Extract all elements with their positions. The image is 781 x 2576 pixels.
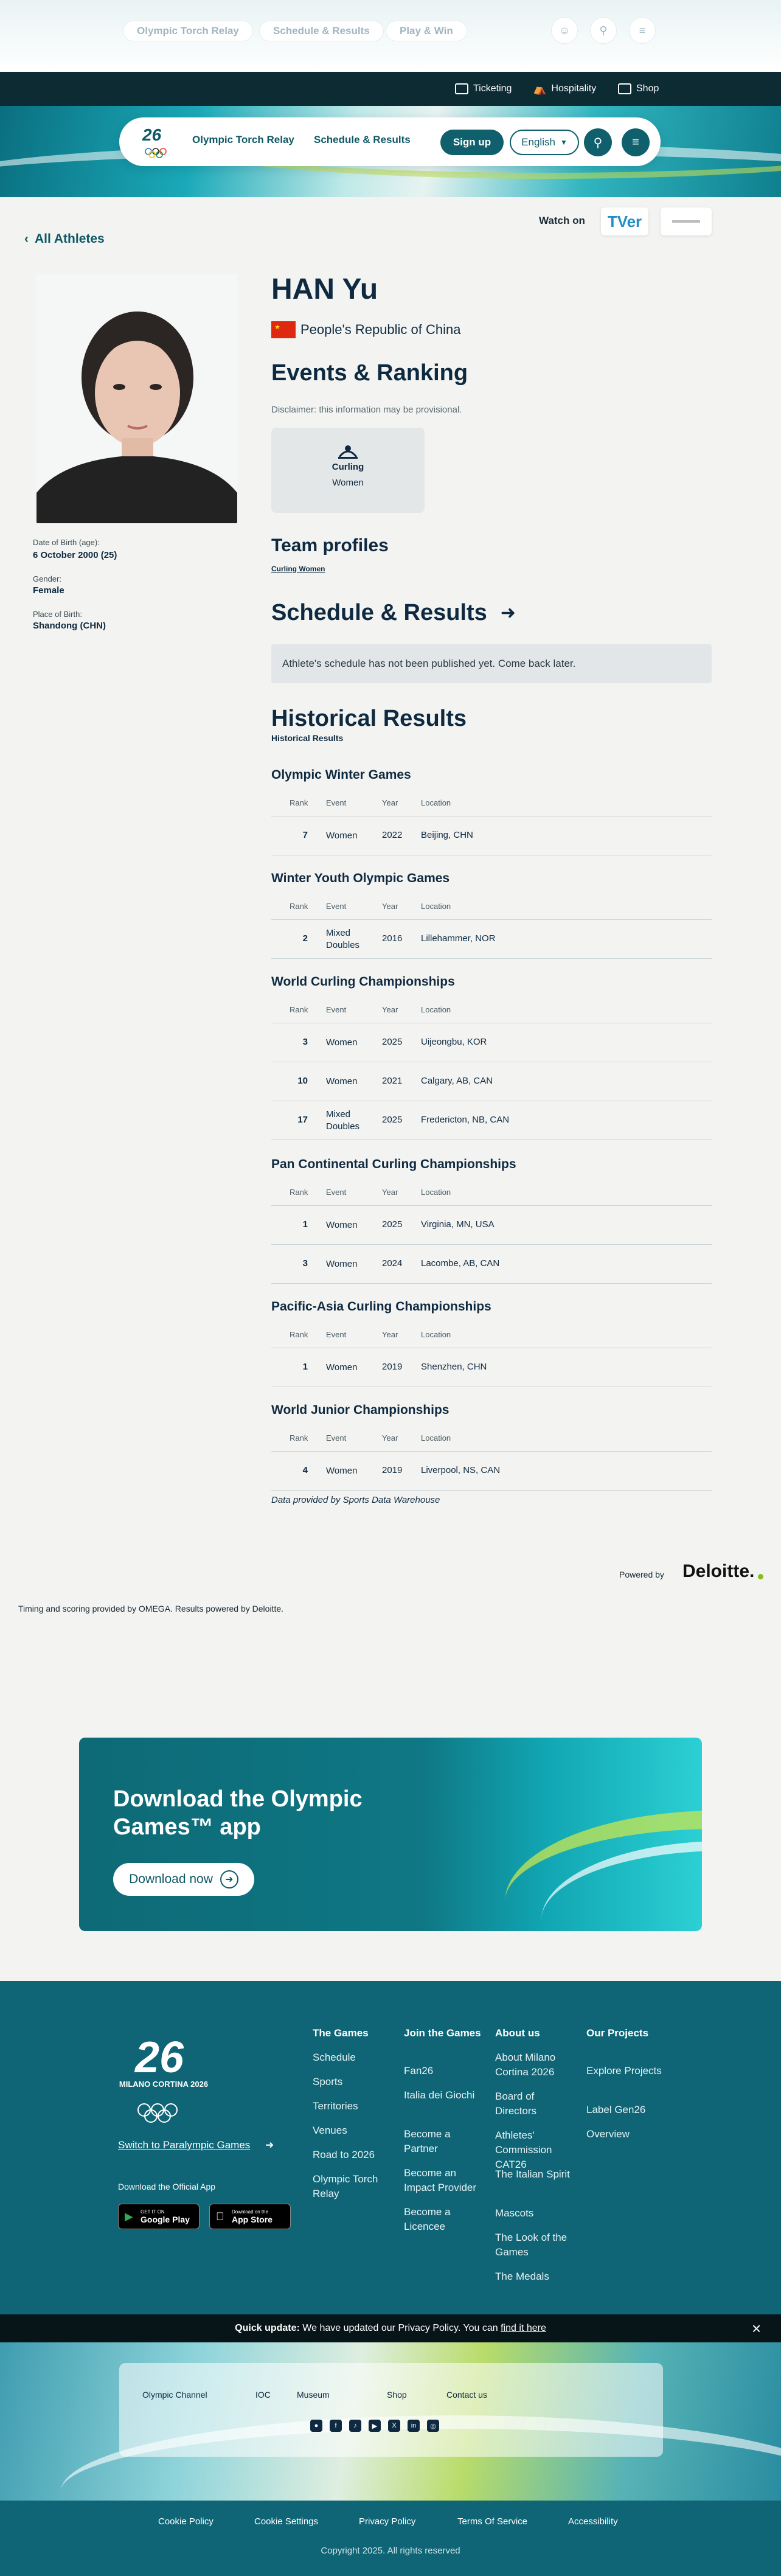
header-event: Event: [326, 902, 347, 911]
app-download-banner: [79, 1738, 702, 1931]
broadcaster-logo[interactable]: [661, 207, 712, 235]
nav-schedule-results[interactable]: Schedule & Results: [314, 134, 411, 145]
year-cell: 2021: [382, 1076, 403, 1086]
table-row[interactable]: [271, 1062, 712, 1101]
app-store-label: App Store: [232, 2214, 272, 2224]
header-year: Year: [382, 1433, 398, 1443]
svg-text:26: 26: [142, 125, 162, 144]
event-cell: Women: [326, 1466, 358, 1476]
header-rank: Rank: [290, 1330, 308, 1339]
footer-link[interactable]: Territories: [313, 2100, 358, 2112]
ghost-search-icon[interactable]: ⚲: [590, 17, 617, 44]
athlete-photo: [36, 274, 237, 523]
partner-links-card: [119, 2363, 663, 2457]
location-cell: Beijing, CHN: [421, 830, 473, 840]
event-cell: Women: [326, 1362, 358, 1373]
event-cell: Women: [326, 1259, 358, 1269]
event-cell: Mixed Doubles: [326, 928, 360, 950]
tver-label: TVer: [607, 212, 642, 231]
gender-label: Gender:: [33, 574, 61, 583]
footer-logo[interactable]: [118, 2030, 197, 2127]
google-play-badge[interactable]: [118, 2204, 200, 2229]
header-year: Year: [382, 902, 398, 911]
year-cell: 2022: [382, 830, 403, 840]
footer-link[interactable]: Italia dei Giochi: [404, 2089, 475, 2101]
footer-link[interactable]: Become a Partner: [404, 2128, 451, 2154]
footer-link[interactable]: Schedule: [313, 2052, 356, 2063]
download-now-button[interactable]: [113, 1863, 254, 1896]
header-rank: Rank: [290, 1005, 308, 1014]
group-title: Pacific-Asia Curling Championships: [271, 1300, 491, 1314]
ticketing-label: Ticketing: [473, 83, 512, 94]
group-title: Pan Continental Curling Championships: [271, 1157, 516, 1171]
dob-value: 6 October 2000 (25): [33, 550, 117, 560]
header-event: Event: [326, 1005, 347, 1014]
year-cell: 2025: [382, 1115, 403, 1125]
bottom-link[interactable]: Terms Of Service: [457, 2516, 528, 2527]
watch-on-label: Watch on: [539, 215, 585, 226]
deloitte-dot: [758, 1574, 763, 1579]
hospitality-label: Hospitality: [551, 83, 597, 94]
header-event: Event: [326, 1433, 347, 1443]
bottom-link[interactable]: Cookie Policy: [158, 2516, 213, 2527]
header-location: Location: [421, 902, 451, 911]
footer-link[interactable]: The Medals: [495, 2271, 549, 2282]
events-ranking-title: Events & Ranking: [271, 360, 468, 386]
lower-link[interactable]: IOC: [255, 2390, 271, 2400]
header-event: Event: [326, 1188, 347, 1197]
historical-results-subtitle: Historical Results: [271, 733, 344, 743]
table-header: [271, 896, 712, 920]
shop-icon: [618, 83, 631, 94]
rank-cell: 4: [302, 1465, 308, 1475]
schedule-results-heading[interactable]: [271, 600, 516, 626]
bottom-link[interactable]: Cookie Settings: [254, 2516, 319, 2527]
chevron-left-icon: ‹: [24, 232, 29, 246]
arrow-right-icon: ➜: [500, 603, 516, 623]
table-header: [271, 792, 712, 816]
footer-link[interactable]: Board of Directors: [495, 2090, 537, 2117]
rank-cell: 1: [302, 1219, 308, 1230]
event-cell: Women: [326, 1076, 358, 1087]
table-header: [271, 1182, 712, 1206]
year-cell: 2025: [382, 1219, 403, 1230]
lower-link[interactable]: Olympic Channel: [142, 2390, 207, 2400]
footer-link[interactable]: Explore Projects: [586, 2065, 662, 2076]
year-cell: 2019: [382, 1362, 403, 1372]
app-banner-title: Download the Olympic Games™ app: [113, 1786, 363, 1840]
hospitality-icon: ⛺: [533, 82, 547, 95]
search-icon[interactable]: ⚲: [584, 128, 612, 156]
year-cell: 2016: [382, 933, 403, 944]
footer-link[interactable]: Label Gen26: [586, 2104, 646, 2115]
footer-link[interactable]: Athletes' Commission CAT26: [495, 2129, 552, 2170]
header-year: Year: [382, 1330, 398, 1339]
footer-column-title: About us: [495, 2027, 540, 2039]
location-cell: Lillehammer, NOR: [421, 933, 496, 944]
download-app-label: Download the Official App: [118, 2182, 216, 2191]
table-row[interactable]: [271, 1452, 712, 1491]
google-play-small: GET IT ON: [141, 2209, 165, 2215]
signup-button[interactable]: Sign up: [440, 130, 504, 155]
header-year: Year: [382, 798, 398, 807]
china-flag-icon: ★: [271, 321, 296, 338]
data-provider-note: Data provided by Sports Data Warehouse: [271, 1495, 440, 1505]
athlete-country: People's Republic of China: [300, 322, 461, 337]
event-name: Women: [332, 478, 364, 488]
linkedin-icon[interactable]: in: [408, 2420, 420, 2432]
location-cell: Uijeongbu, KOR: [421, 1037, 487, 1047]
header-event: Event: [326, 1330, 347, 1339]
table-row[interactable]: [271, 1206, 712, 1245]
language-select[interactable]: [510, 130, 579, 155]
svg-text:26: 26: [135, 2033, 184, 2082]
rank-cell: 3: [302, 1258, 308, 1269]
event-cell: Mixed Doubles: [326, 1109, 360, 1132]
tver-logo[interactable]: [601, 207, 648, 235]
ghost-nav-play[interactable]: Play & Win: [386, 21, 467, 41]
apple-icon: [216, 2210, 224, 2223]
paralympic-switch-link[interactable]: Switch to Paralympic Games: [118, 2139, 251, 2151]
schedule-notice: Athlete's schedule has not been published yet. Come back later.: [271, 644, 712, 683]
group-title: World Curling Championships: [271, 975, 455, 989]
bottom-link[interactable]: Privacy Policy: [359, 2516, 416, 2527]
bottom-link[interactable]: Accessibility: [568, 2516, 618, 2527]
header-location: Location: [421, 798, 451, 807]
rank-cell: 17: [297, 1115, 308, 1125]
header-rank: Rank: [290, 1433, 308, 1443]
disclaimer-text: Disclaimer: this information may be provisional.: [271, 405, 462, 415]
app-store-badge[interactable]: [209, 2204, 291, 2229]
instagram-icon[interactable]: ◎: [427, 2420, 439, 2432]
hospitality-link[interactable]: [533, 72, 596, 106]
location-cell: Shenzhen, CHN: [421, 1362, 487, 1372]
event-cell: Women: [326, 1037, 358, 1048]
shop-link[interactable]: [618, 72, 659, 106]
pob-value: Shandong (CHN): [33, 621, 106, 631]
header-year: Year: [382, 1188, 398, 1197]
header-location: Location: [421, 1433, 451, 1443]
rank-cell: 7: [302, 830, 308, 840]
timing-credit: Timing and scoring provided by OMEGA. Results powered by Deloitte.: [18, 1604, 284, 1613]
close-icon[interactable]: ×: [752, 2319, 762, 2338]
nav-torch-relay[interactable]: Olympic Torch Relay: [192, 134, 294, 145]
location-cell: Virginia, MN, USA: [421, 1219, 495, 1230]
athlete-name: HAN Yu: [271, 273, 378, 305]
gender-value: Female: [33, 585, 64, 596]
all-athletes-link[interactable]: [24, 232, 105, 246]
year-cell: 2019: [382, 1465, 403, 1475]
lower-link[interactable]: Contact us: [446, 2390, 487, 2400]
header-location: Location: [421, 1005, 451, 1014]
header-location: Location: [421, 1330, 451, 1339]
header-rank: Rank: [290, 902, 308, 911]
schedule-results-title: Schedule & Results: [271, 600, 487, 625]
tiktok-icon[interactable]: ♪: [349, 2420, 361, 2432]
header-rank: Rank: [290, 798, 308, 807]
rank-cell: 3: [302, 1037, 308, 1047]
table-row[interactable]: [271, 1101, 712, 1140]
ticketing-link[interactable]: [455, 72, 512, 106]
table-row[interactable]: [271, 1023, 712, 1062]
rank-cell: 10: [297, 1076, 308, 1086]
google-play-label: Google Play: [141, 2214, 190, 2224]
team-profiles-title: Team profiles: [271, 535, 389, 555]
event-sport: Curling: [331, 462, 364, 472]
location-cell: Calgary, AB, CAN: [421, 1076, 493, 1086]
footer-link[interactable]: The Italian Spirit: [495, 2168, 570, 2180]
ghost-menu-icon[interactable]: ≡: [629, 17, 656, 44]
footer-link[interactable]: Fan26: [404, 2065, 434, 2076]
group-title: Olympic Winter Games: [271, 768, 411, 782]
footer-logo-text: MILANO CORTINA 2026: [119, 2080, 209, 2089]
team-profile-link[interactable]: Curling Women: [271, 565, 325, 573]
ghost-nav-torch[interactable]: Olympic Torch Relay: [123, 21, 253, 41]
location-cell: Liverpool, NS, CAN: [421, 1465, 501, 1475]
footer-link[interactable]: Venues: [313, 2125, 347, 2136]
table-header: [271, 1427, 712, 1452]
location-cell: Fredericton, NB, CAN: [421, 1115, 510, 1125]
chevron-down-icon: ▼: [560, 138, 568, 147]
footer-link[interactable]: Become an Impact Provider: [404, 2167, 477, 2193]
header-location: Location: [421, 1188, 451, 1197]
header-rank: Rank: [290, 1188, 308, 1197]
youtube-icon[interactable]: ▶: [369, 2420, 381, 2432]
privacy-policy-link[interactable]: find it here: [501, 2323, 546, 2333]
footer-link[interactable]: Become a Licencee: [404, 2206, 451, 2232]
table-header: [271, 1324, 712, 1348]
event-cell: Women: [326, 830, 358, 841]
table-row[interactable]: [271, 920, 712, 959]
download-now-label: Download now: [129, 1872, 213, 1886]
year-cell: 2025: [382, 1037, 403, 1047]
footer-column-title: The Games: [313, 2027, 369, 2039]
footer-link[interactable]: Road to 2026: [313, 2149, 375, 2160]
arrow-right-icon: ➜: [265, 2139, 274, 2151]
footer-link[interactable]: Sports: [313, 2076, 343, 2087]
language-label: English: [521, 136, 555, 148]
footer-link[interactable]: The Look of the Games: [495, 2232, 568, 2258]
bottom-bar: [0, 2501, 781, 2576]
spotify-icon[interactable]: ●: [310, 2420, 322, 2432]
broadcaster-mark: [672, 220, 700, 223]
year-cell: 2024: [382, 1258, 403, 1269]
rank-cell: 2: [302, 933, 308, 944]
copyright-text: Copyright 2025. All rights reserved: [321, 2546, 460, 2556]
group-title: World Junior Championships: [271, 1403, 450, 1417]
table-row[interactable]: [271, 1245, 712, 1284]
privacy-update-bar: [0, 2314, 781, 2342]
footer-link[interactable]: Overview: [586, 2128, 630, 2140]
location-cell: Lacombe, AB, CAN: [421, 1258, 500, 1269]
footer-link[interactable]: Olympic Torch Relay: [313, 2173, 378, 2199]
event-card[interactable]: [271, 428, 425, 513]
utility-bar: [0, 72, 781, 106]
x-icon[interactable]: X: [388, 2420, 400, 2432]
lower-link[interactable]: Shop: [387, 2390, 407, 2400]
table-row[interactable]: [271, 816, 712, 855]
all-athletes-label: All Athletes: [35, 232, 105, 246]
group-title: Winter Youth Olympic Games: [271, 871, 450, 885]
ghost-nav-schedule[interactable]: Schedule & Results: [259, 21, 384, 41]
curling-icon: [336, 440, 360, 459]
dob-label: Date of Birth (age):: [33, 538, 100, 547]
footer-column-title: Join the Games: [404, 2027, 481, 2039]
powered-by-label: Powered by: [619, 1570, 664, 1579]
pob-label: Place of Birth:: [33, 610, 82, 619]
header-year: Year: [382, 1005, 398, 1014]
facebook-icon[interactable]: f: [330, 2420, 342, 2432]
quick-update-bold: Quick update:: [235, 2323, 300, 2333]
header-event: Event: [326, 798, 347, 807]
shop-label: Shop: [636, 83, 659, 94]
event-cell: Women: [326, 1220, 358, 1230]
rank-cell: 1: [302, 1362, 308, 1372]
quick-update-text: We have updated our Privacy Policy. You can: [299, 2323, 501, 2333]
menu-icon[interactable]: ≡: [622, 128, 650, 156]
deloitte-logo: Deloitte.: [682, 1561, 755, 1581]
footer-column-title: Our Projects: [586, 2027, 649, 2039]
ghost-user-icon[interactable]: ☺: [551, 17, 578, 44]
footer-link[interactable]: About Milano Cortina 2026: [495, 2052, 556, 2078]
ticket-icon: [455, 83, 468, 94]
arrow-circle-icon: ➜: [220, 1870, 238, 1888]
footer-link[interactable]: Mascots: [495, 2207, 534, 2219]
app-store-small: Download on the: [232, 2209, 269, 2215]
google-play-icon: ▶: [125, 2210, 133, 2223]
table-row[interactable]: [271, 1348, 712, 1387]
table-header: [271, 999, 712, 1023]
milano-cortina-logo[interactable]: [137, 122, 174, 161]
athlete-portrait: [36, 274, 237, 523]
historical-results-title: Historical Results: [271, 706, 467, 731]
lower-link[interactable]: Museum: [297, 2390, 330, 2400]
